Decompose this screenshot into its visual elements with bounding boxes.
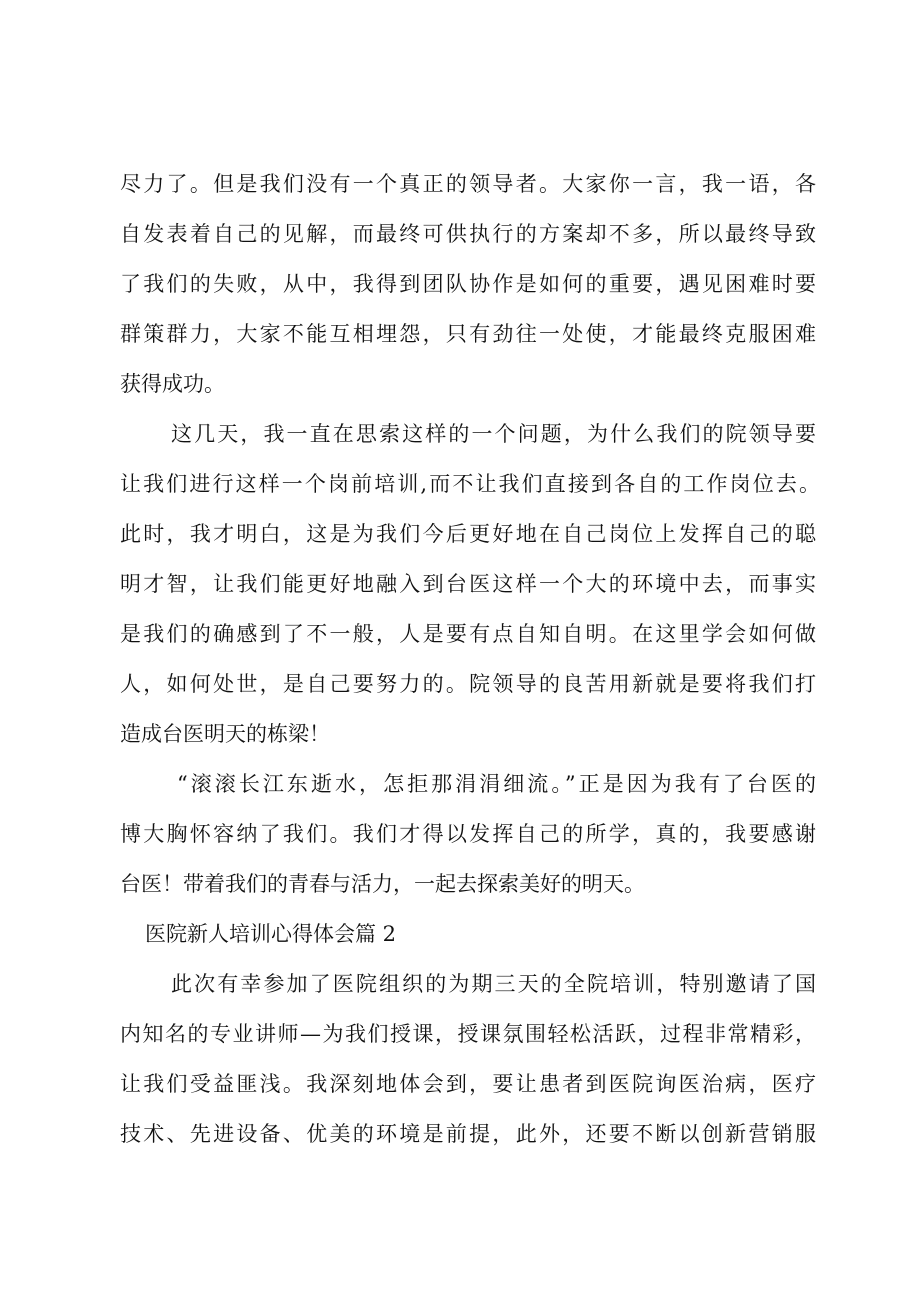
text-line: 人，如何处世，是自己要努力的。院领导的良苦用新就是要将我们打 [120,672,816,696]
text-line: 明才智，让我们能更好地融入到台医这样一个大的环境中去，而事实 [120,572,816,596]
text-line: 让我们受益匪浅。我深刻地体会到，要让患者到医院询医治病，医疗 [120,1072,816,1096]
text-line: 内知名的专业讲师—为我们授课，授课氛围轻松活跃，过程非常精彩， [120,1022,816,1046]
text-line: 尽力了。但是我们没有一个真正的领导者。大家你一言，我一语，各 [120,172,816,196]
paragraph-first-line: 这几天，我一直在思索这样的一个问题，为什么我们的院领导要 [171,422,816,446]
section-heading: 医院新人培训心得体会篇 2 [145,922,397,946]
paragraph-first-line: “滚滚长江东逝水，怎拒那涓涓细流。”正是因为我有了台医的 [177,772,816,796]
text-line: 造成台医明天的栋梁！ [120,722,330,746]
text-line: 是我们的确感到了不一般，人是要有点自知自明。在这里学会如何做 [120,622,816,646]
text-line: 了我们的失败，从中，我得到团队协作是如何的重要，遇见困难时要 [120,272,816,296]
paragraph-first-line: 此次有幸参加了医院组织的为期三天的全院培训，特别邀请了国 [171,972,816,996]
text-line: 技术、先进设备、优美的环境是前提，此外，还要不断以创新营销服 [120,1122,816,1146]
text-line: 群策群力，大家不能互相埋怨，只有劲往一处使，才能最终克服困难 [120,322,816,346]
text-line: 自发表着自己的见解，而最终可供执行的方案却不多，所以最终导致 [120,222,816,246]
text-line: 让我们进行这样一个岗前培训,而不让我们直接到各自的工作岗位去。 [120,472,820,496]
text-line: 博大胸怀容纳了我们。我们才得以发挥自己的所学，真的，我要感谢 [120,822,816,846]
text-line: 台医！带着我们的青春与活力，一起去探索美好的明天。 [120,872,645,896]
text-line: 获得成功。 [120,372,225,396]
text-line: 此时，我才明白，这是为我们今后更好地在自己岗位上发挥自己的聪 [120,522,816,546]
